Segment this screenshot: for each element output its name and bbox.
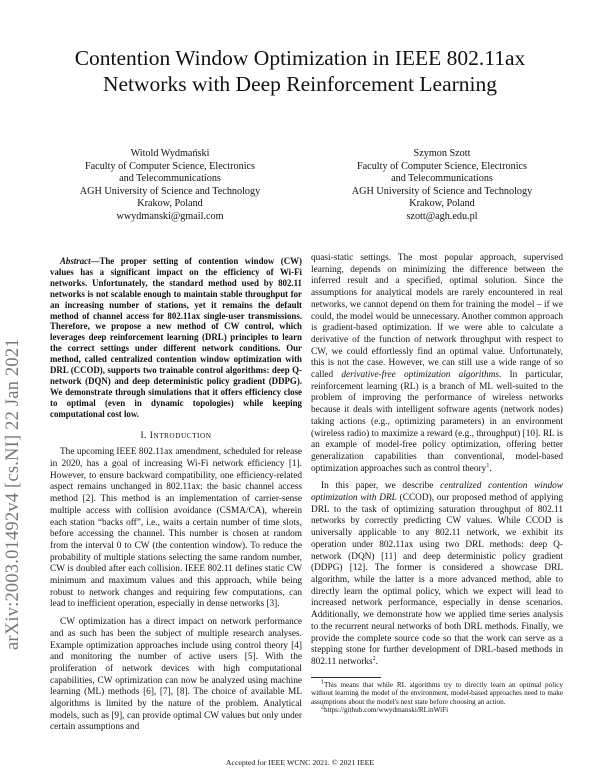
author-block-2 [317,148,567,223]
author-city: Krakow, Poland [137,198,203,209]
paragraph-text: (CCOD), our proposed method of applying DRL to the task of optimizing saturation throughput of 802.11 networks by correctly predicting CW values. While CCOD is universally applicable to any 802.11 network, we exhibit its operation under 802.11ax using two DRL methods: deep Q-network (DQN) [11] and deep deterministic policy gradient (DDPG) [12]. The former is considered a showcase DRL algorithm, while the latter is a more advanced method, able to directly learn the optimal policy, which we expect will lead to increased network performance, especially in dense scenarios. Additionally, we demonstrate how we applied time series analysis to the recurrent neural networks of both DRL methods. Finally, we provide the complete source code so that the work can serve as a stepping stone for further development of DRL-based methods in 802.11 networks [311,493,564,667]
footnote-divider [311,677,381,678]
section-number: I. [140,430,150,441]
intro-paragraph-4 [311,481,563,668]
right-column [311,253,563,715]
author-city: Krakow, Poland [409,198,475,209]
section-first-letter: I [149,430,154,441]
section-title-rest: NTRODUCTION [153,430,212,440]
footnote-marker: 2 [372,655,376,662]
abstract [50,256,302,420]
left-column [50,256,302,734]
abstract-text: The proper setting of contention window (CW) values has a significant impact on the efficiency of Wi-Fi networks. Unfortunately, the standard method used by 802.11 networks is not scalable enough to maintain stable throughput for an increasing number of stations, yet it remains the default method of channel access for 802.11ax single-user transmissions. Therefore, we propose a new method of CW control, which leverages deep reinforcement learning (DRL) principles to learn the correct settings under different network conditions. Our method, called centralized contention window optimization with DRL (CCOD), supports two trainable control algorithms: deep Q-network (DQN) and deep deterministic policy gradient (DDPG). We demonstrate through simulations that it offers efficiency close to optimal (even in dynamic topologies) while keeping computational cost low. [50,256,302,419]
abstract-label: Abstract— [60,256,100,266]
intro-paragraph-1: The upcoming IEEE 802.11ax amendment, scheduled for release in 2020, has a goal of increasing Wi-Fi network efficiency [1]. However, to ensure backward compatibility, one efficiency-related aspect remains unchanged in 802.11ax: the basic channel access method [2]. This method is an implementation of carrier-sense multiple access with collision avoidance (CSMA/CA), wherein each station “backs off”, i.e., waits a certain number of time slots, before accessing the channel. This number is chosen at random from the interval 0 to CW (the contention window). To reduce the probability of multiple stations selecting the same random number, CW is doubled after each collision. IEEE 802.11 defines static CW minimum and maximum values and this approach, while being robust to network changes and requiring few computations, can lead to inefficient operation, especially in dense networks [3]. [50,447,302,610]
footnote-number: 1 [321,679,324,686]
paper-title: Contention Window Optimization in IEEE 802.11ax Networks with Deep Reinforcement Learning [74,46,526,96]
author-affiliation: and Telecommunications [119,173,221,184]
author-affiliation: and Telecommunications [391,173,493,184]
paragraph-text: In this paper, we describe [321,481,441,492]
author-affiliation: Faculty of Computer Science, Electronics [356,160,528,172]
footnote-1 [311,681,563,707]
paragraph-text: . In particular, reinforcement learning (RL) is a branch of ML well-suited to the problem of improving the performance of wireless networks because it deals with intelligent software agents (network nodes) taking actions (e.g., optimizing parameters) in an environment (wireless radio) to maximize a reward (e.g., throughput) [10]. RL is an example of model-free policy optimization, offering better generalization capabilities than conventional, model-based optimization approaches such as control theory [311,370,563,474]
author-name: Szymon Szott [413,148,471,159]
intro-paragraph-3 [311,253,563,475]
author-affiliation: Faculty of Computer Science, Electronics [84,160,256,172]
intro-paragraph-2: CW optimization has a direct impact on network performance and as such has been the subject of multiple research analyses. Example optimization approaches include using control theory [4] and monitoring the number of active users [5]. With the proliferation of network devices with high computational capabilities, CW optimization can now be analyzed using machine learning (ML) methods [6], [7], [8]. The choice of available ML algorithms is limited by the nature of the problem. Analytical models, such as [9], can provide optimal CW values but only under certain assumptions and [50,617,302,733]
arxiv-stamp: arXiv:2003.01492v4 [cs.NI] 22 Jan 2021 [3,338,23,650]
footnote-text: This means that while RL algorithms try to directly learn an optimal policy without learning the model of the environment, model-based approaches need to make assumptions about the model's next state before choosing an action. [311,680,563,706]
author-name: Witold Wydmański [130,148,210,159]
emphasis-text: centralized contention window optimization with DRL [311,481,563,504]
paragraph-text: quasi-static settings. The most popular approach, supervised learning, depends on minimizing the difference between the inferred result and a specified, optimal solution. Since the assumptions for analytical models are rarely encountered in real networks, we cannot depend on them for training the model – if we could, the model would be unnecessary. Another common approach is gradient-based optimization. If we were able to calculate a derivative of the function of network throughput with respect to CW, we could effortlessly find an optimal value. Unfortunately, this is not the case. However, we can still use a wide range of so called [311,253,563,381]
footnote-2 [311,706,563,715]
footnote-link[interactable]: https://github.com/wwydmanski/RLinWiFi [324,706,449,715]
author-affiliation: AGH University of Science and Technology [79,185,261,197]
author-affiliation: AGH University of Science and Technology [351,185,533,197]
footnote-marker: 1 [486,462,490,469]
author-block-1 [45,148,295,223]
emphasis-text: derivative-free optimization algorithms [341,370,499,381]
author-email[interactable]: wwydmanski@gmail.com [116,210,224,222]
section-heading [50,430,302,443]
footnote-number: 2 [321,705,324,711]
author-email[interactable]: szott@agh.edu.pl [406,210,478,222]
paragraph-end: . [375,656,378,667]
page-footer: Accepted for IEEE WCNC 2021. © 2021 IEEE [225,758,375,767]
paragraph-end: . [489,463,492,474]
